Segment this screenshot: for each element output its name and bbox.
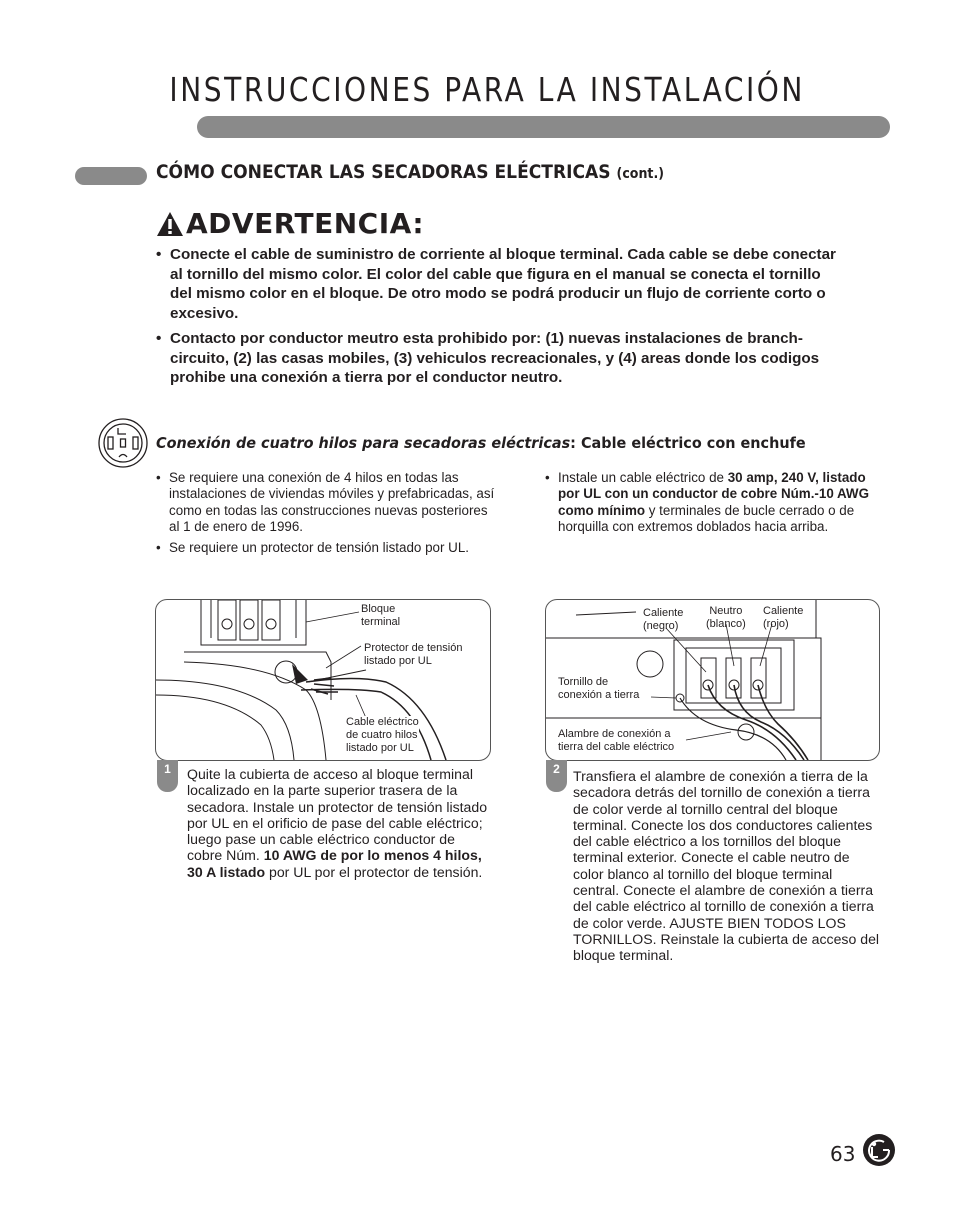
subsection-title: [156, 434, 806, 452]
figure-terminal-block-strain-relief: [155, 599, 491, 761]
page-title: INSTRUCCIONES PARA LA INSTALACIÓN: [169, 70, 805, 109]
warning-heading-text: ADVERTENCIA:: [186, 207, 425, 240]
label-line: Tornillo de: [558, 676, 609, 688]
label-line: Cable eléctrico: [346, 716, 419, 728]
title-underline-bar: [197, 116, 890, 138]
label-power-cord: [346, 716, 419, 755]
subsection-title-rest: : Cable eléctrico con enchufe: [570, 434, 806, 452]
label-line: Caliente: [763, 605, 804, 617]
label-ground-wire: [558, 728, 674, 754]
section-title: [156, 161, 664, 183]
warning-triangle-icon: [156, 211, 184, 237]
section-title-suffix: (cont.): [616, 166, 664, 182]
label-line: Caliente: [643, 607, 684, 619]
requirements-list-left: [156, 470, 501, 561]
requirement-text: Instale un cable eléctrico de: [558, 470, 728, 485]
requirement-text: y terminales de bucle cerrado o de horquilla con extremos doblados hacia arriba.: [558, 502, 855, 534]
label-line: listado por UL: [364, 655, 432, 667]
four-prong-outlet-icon: [97, 417, 149, 469]
page-number: 63: [830, 1142, 856, 1166]
requirement-bullet: • Se requiere un protector de tensión listado por UL.: [156, 540, 501, 556]
label-line: (blanco): [706, 618, 746, 630]
warning-list: [156, 245, 846, 394]
warning-bullet: • Conecte el cable de suministro de corriente al bloque terminal. Cada cable se debe conectar al tornillo del mismo color. El color del cable que figura en el manual se conecta el tornillo del mismo color en el bloque. De otro modo se podrá producir un flujo de corriente corto o excesivo.: [156, 245, 846, 323]
label-ground-screw: [558, 676, 639, 702]
step-text-bold: 10 AWG de por lo menos 4 hilos, 30 A listado: [187, 847, 482, 880]
label-strain-relief: [364, 642, 462, 668]
label-line: conexión a tierra: [558, 689, 640, 701]
step-number-badge: 1: [157, 760, 178, 792]
label-neutral-white: [706, 605, 746, 631]
warning-bullet: • Contacto por conductor meutro esta prohibido por: (1) nuevas instalaciones de branch-circuito, (2) las casas mobiles, (3) vehiculos recreacionales, y (4) areas donde los codigos prohibe una conexión a tierra por el conductor neutro.: [156, 329, 846, 388]
section-title-text: CÓMO CONECTAR LAS SECADORAS ELÉCTRICAS: [156, 161, 611, 183]
label-line: Protector de tensión: [364, 642, 463, 654]
step-number-badge: 2: [546, 760, 567, 792]
warning-heading: [156, 207, 424, 240]
lg-logo: [862, 1133, 896, 1167]
section-marker: [75, 167, 147, 185]
lg-logo-icon: [862, 1133, 896, 1167]
step-text-part: por UL por el protector de tensión.: [265, 863, 483, 880]
label-line: de cuatro hilos: [346, 729, 418, 741]
label-line: listado por UL: [346, 742, 414, 754]
step-text-part: Quite la cubierta de acceso al bloque terminal localizado en la parte superior trasera de la secadora. Instale un protector de tensión listado por UL en el orificio de pase del cable eléctrico; luego pase un cable eléctrico conductor de cobre Núm.: [187, 766, 488, 864]
requirement-bullet: • Se requiere una conexión de 4 hilos en todas las instalaciones de viviendas móviles y prefabricadas, así como en todas las construcciones nuevas posteriores al 1 de enero de 1996.: [156, 470, 501, 535]
label-line: Neutro: [709, 605, 743, 617]
label-line: terminal: [361, 616, 401, 628]
figure-wire-connections: [545, 599, 880, 761]
label-line: Bloque: [361, 603, 396, 615]
label-terminal-block: [361, 603, 400, 629]
step-2-text: Transfiera el alambre de conexión a tierra de la secadora detrás del tornillo de conexión a tierra de color verde al tornillo central del bloque terminal. Conecte los dos conductores calientes del cable eléctrico a los tornillos del bloque terminal exterior. Conecte el cable neutro de color blanco al tornillo del bloque terminal central. Conecte el alambre de conexión a tierra del cable eléctrico al tornillo de conexión a tierra de color verde. AJUSTE BIEN TODOS LOS TORNILLOS. Reinstale la cubierta de acceso del bloque terminal.: [573, 768, 880, 964]
label-hot-red: [763, 605, 803, 631]
label-hot-black: [643, 607, 683, 633]
label-line: tierra del cable eléctrico: [558, 741, 675, 753]
dryer-back-illustration: [156, 600, 490, 760]
subsection-title-main: Conexión de cuatro hilos para secadoras eléctricas: [156, 434, 571, 452]
step-1-text: [187, 766, 492, 880]
label-line: (negro): [643, 620, 679, 632]
requirement-bullet: [545, 470, 875, 535]
requirement-bold: 30 amp, 240 V, listado por UL con un conductor de cobre Núm.-10 AWG como mínimo: [558, 470, 869, 518]
label-line: (rojo): [763, 618, 789, 630]
requirements-list-right: [545, 470, 875, 540]
label-line: Alambre de conexión a: [558, 728, 671, 740]
